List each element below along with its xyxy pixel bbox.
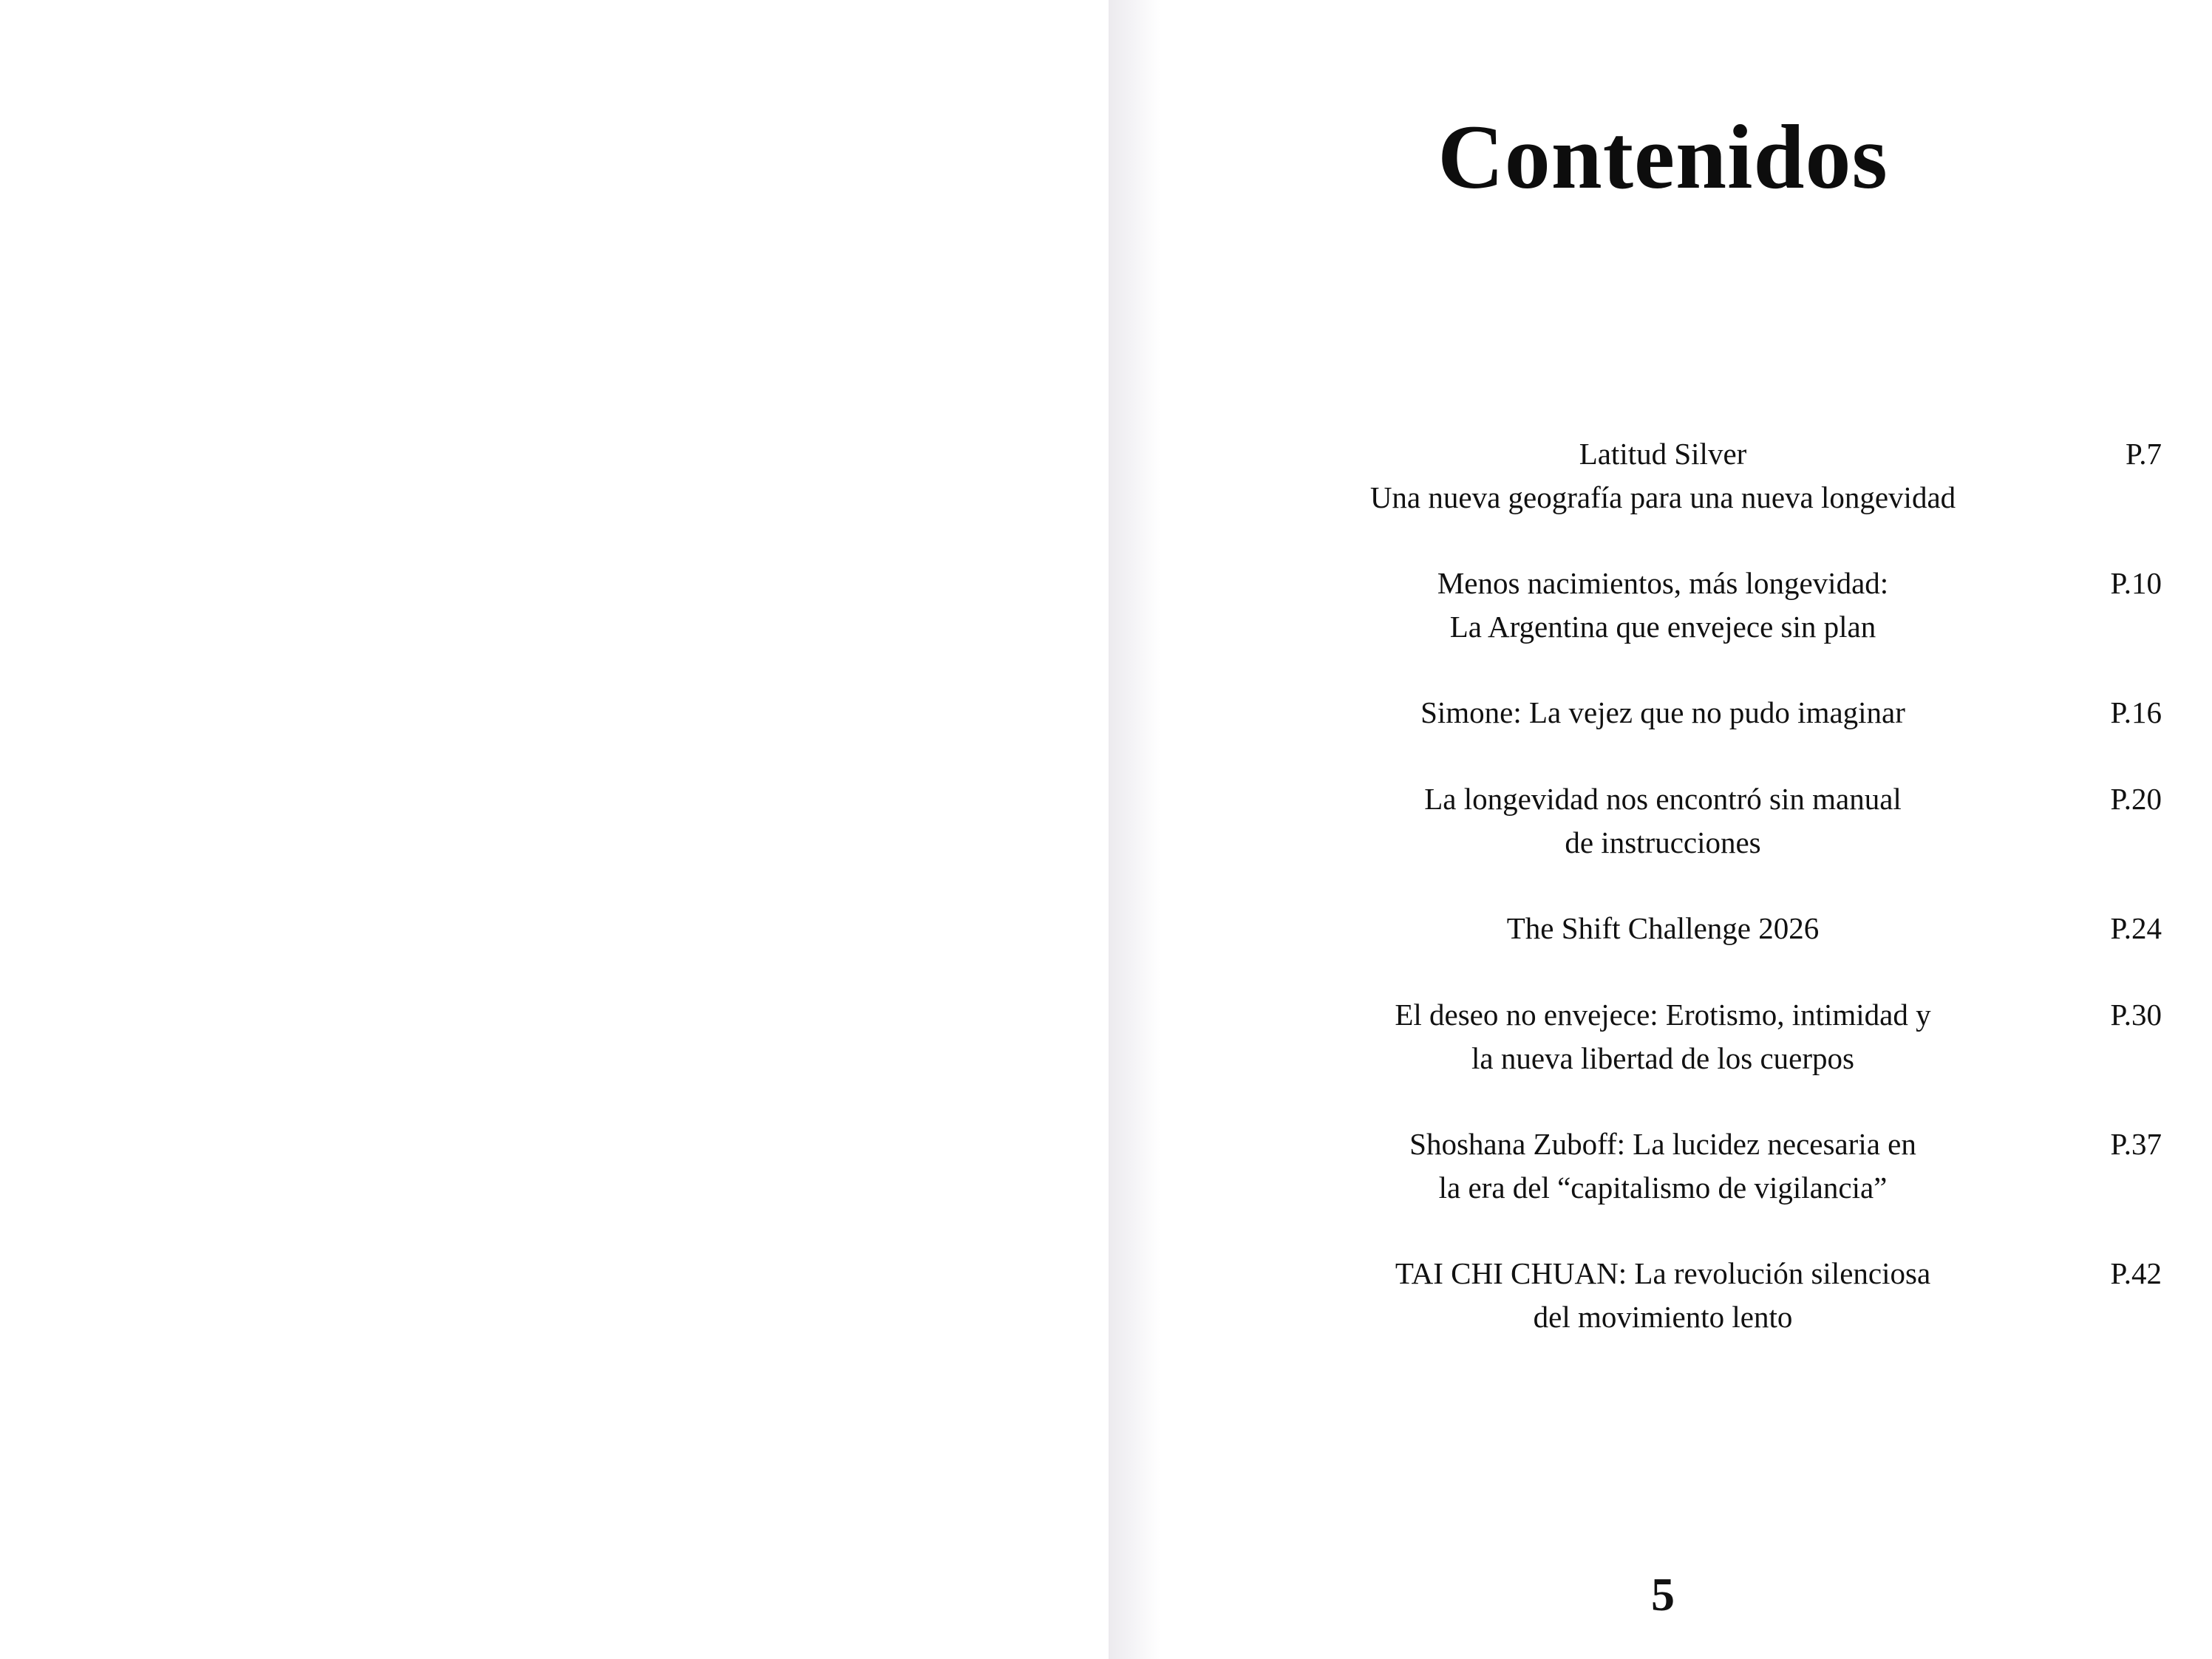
toc-entry-line: La longevidad nos encontró sin manual [1424,782,1902,816]
toc-entry-line: Una nueva geografía para una nueva longevidad [1369,480,1956,514]
toc-entry-page: P.16 [2110,695,2162,729]
toc-entry-title [1286,691,2040,735]
toc-entry-page: P.30 [2110,998,2162,1032]
toc-entry-title [1286,907,2040,950]
toc-entry-line: de instrucciones [1565,825,1761,859]
toc-entry-line: Latitud Silver [1579,437,1747,471]
toc-entry-page: P.10 [2110,566,2162,600]
toc-entry-line: Simone: La vejez que no pudo imaginar [1420,695,1905,729]
toc-entry-line: La Argentina que envejece sin plan [1449,610,1876,644]
toc-entry-page: P.20 [2110,782,2162,816]
toc-entry-line: The Shift Challenge 2026 [1506,911,1820,945]
toc-entry-title [1286,777,2040,865]
toc-entry-line: del movimiento lento [1533,1300,1793,1334]
toc-entry-page: P.37 [2110,1127,2162,1161]
toc-entry-title [1286,1123,2040,1210]
toc-entry-page: P.7 [2125,437,2162,471]
toc-entry-title [1286,1252,2040,1339]
page-number: 5 [1651,1568,1675,1621]
toc-entry-page: P.24 [2110,911,2162,945]
toc-entry-line: la nueva libertad de los cuerpos [1471,1041,1854,1075]
gutter-shadow [1109,0,1160,1659]
toc-entry-title [1286,562,2040,649]
toc-entry-line: Shoshana Zuboff: La lucidez necesaria en [1409,1127,1916,1161]
toc-entry-title [1286,432,2040,519]
toc-entry-title [1286,993,2040,1080]
toc-entry-line: Menos nacimientos, más longevidad: [1437,566,1889,600]
toc-entry-line: El deseo no envejece: Erotismo, intimidad y [1395,998,1931,1032]
page-title: Contenidos [1437,106,1888,208]
toc-entry-page: P.42 [2110,1256,2162,1290]
toc-entry-line: la era del “capitalismo de vigilancia” [1438,1171,1888,1205]
toc-entry-line: TAI CHI CHUAN: La revolución silenciosa [1395,1256,1931,1290]
